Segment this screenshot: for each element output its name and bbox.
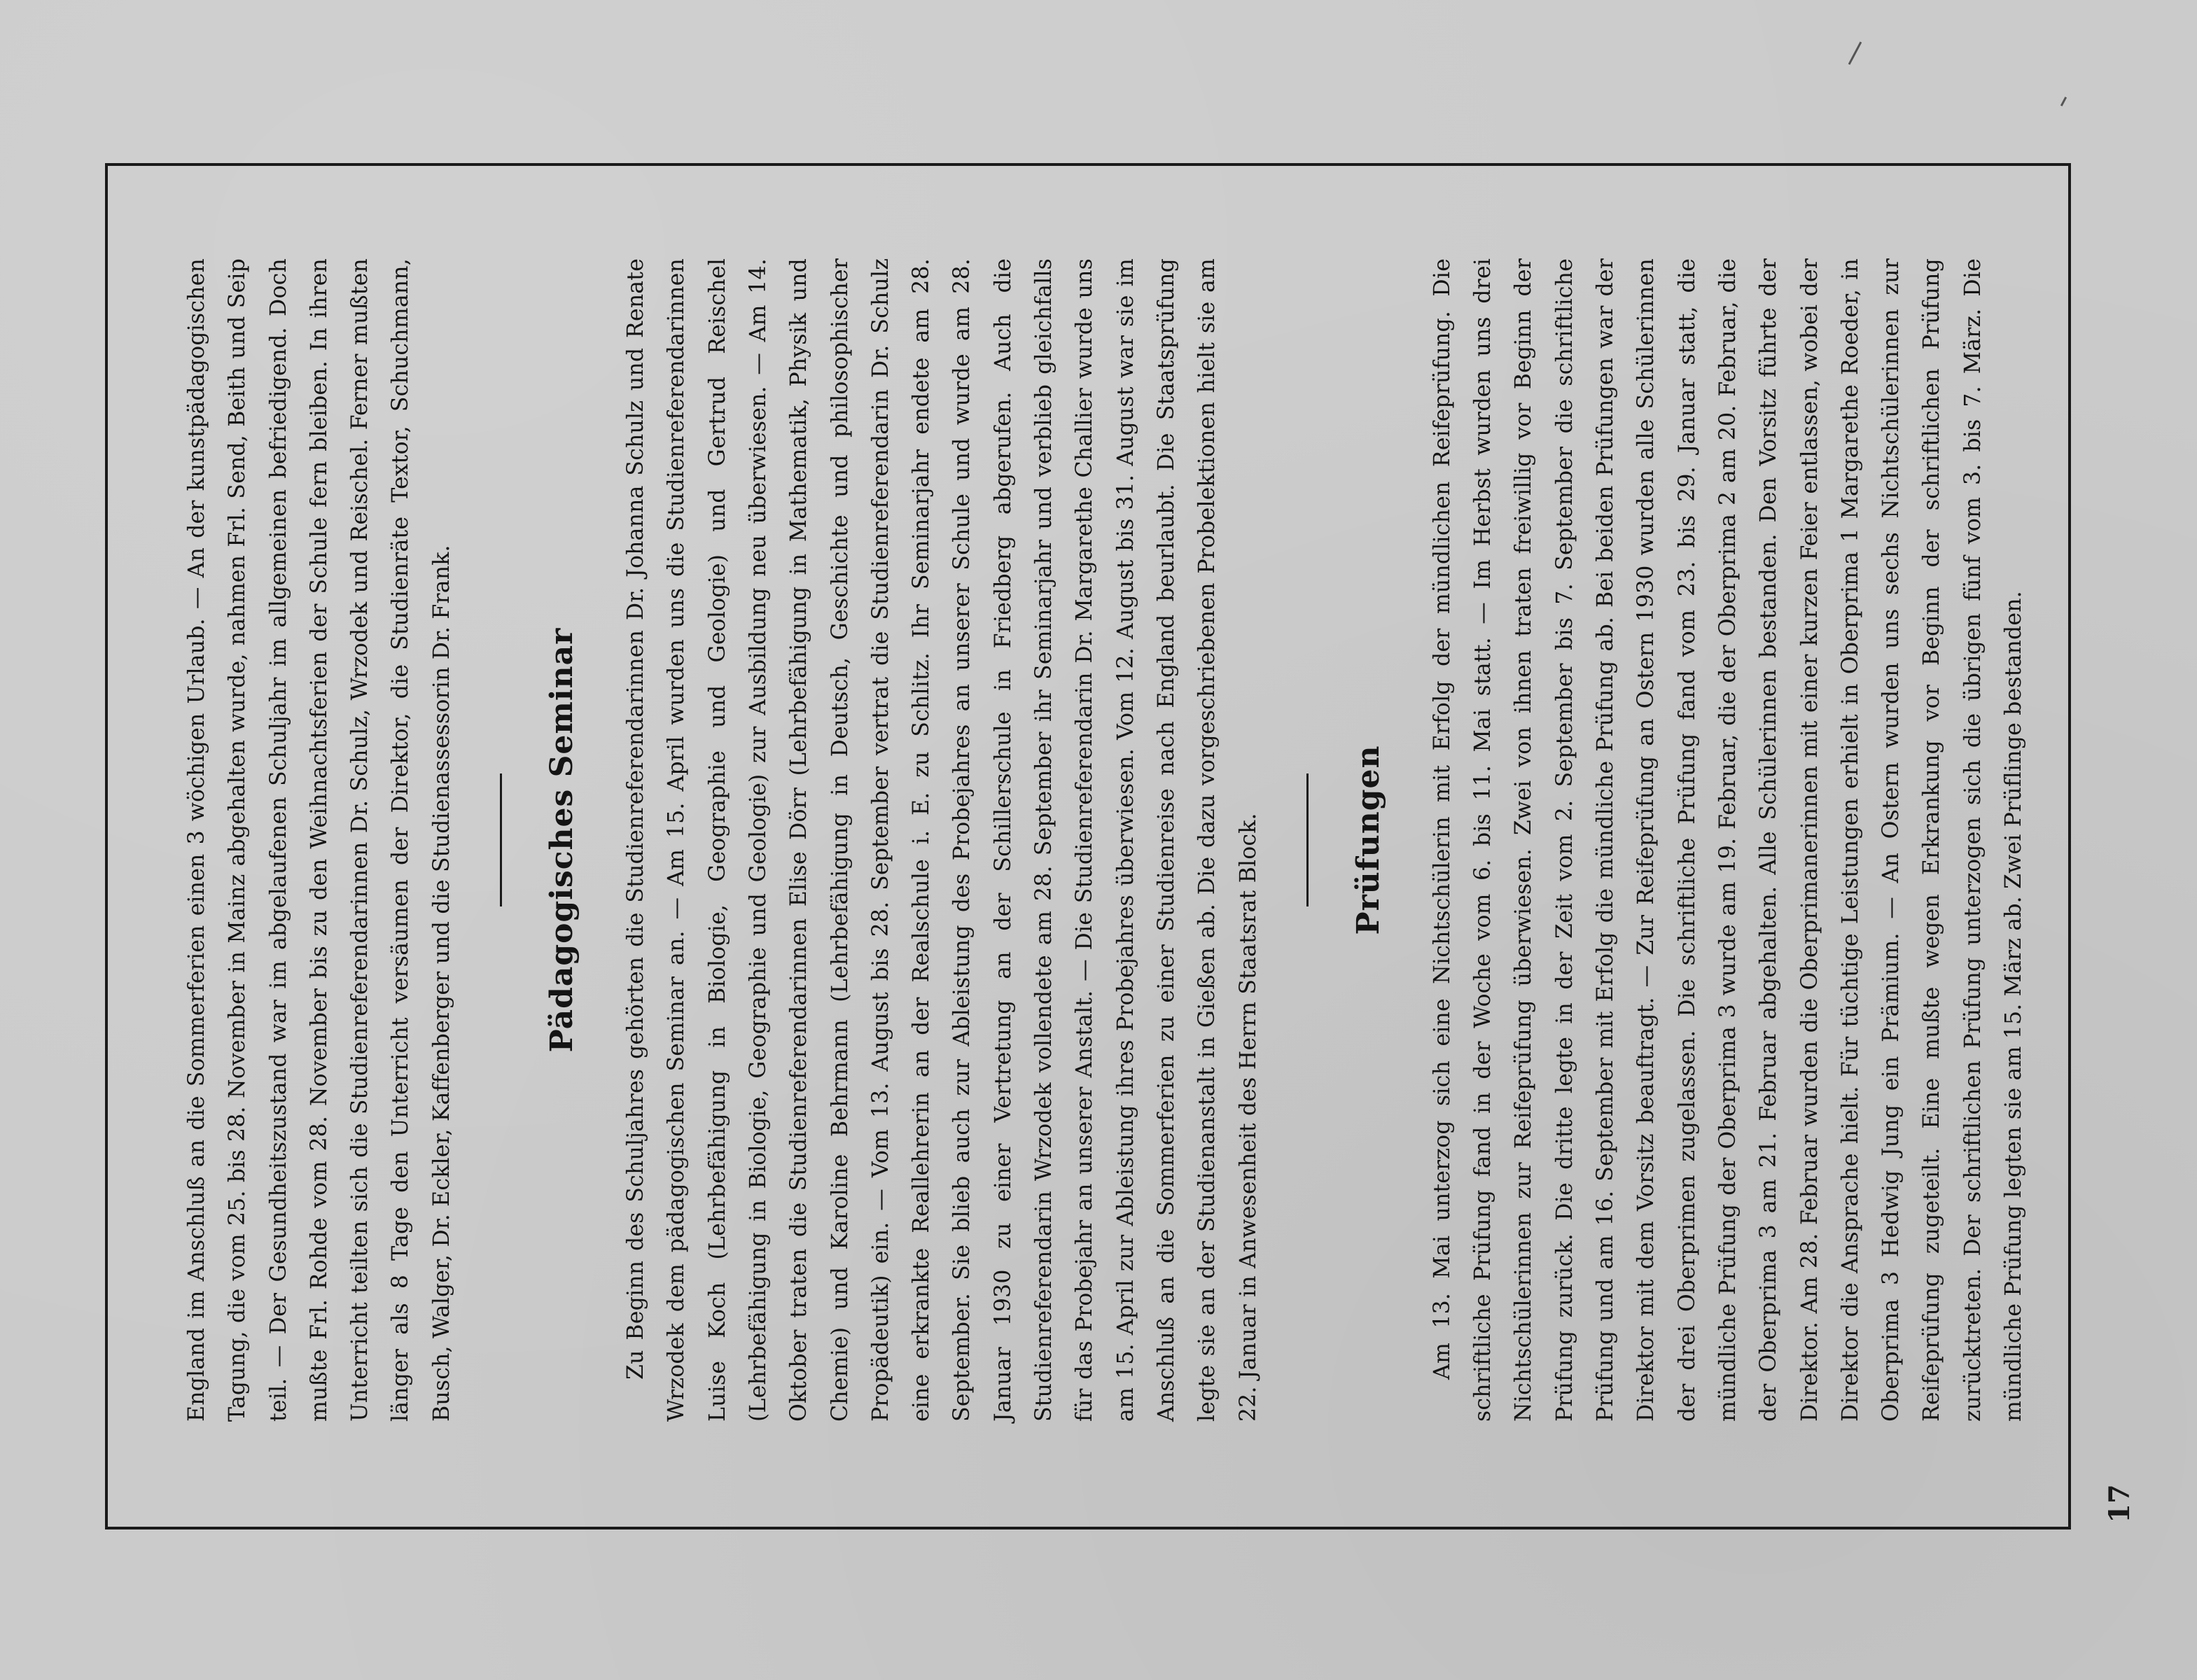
section-divider xyxy=(1306,774,1309,906)
scan-mark xyxy=(2060,97,2067,106)
page-number: 17 xyxy=(2103,1484,2136,1523)
seminar-paragraph: Zu Beginn des Schuljahres gehörten die Studienreferendarinnen Dr. Johanna Schulz und Renate Wrzodek dem pädagogischen Seminar an. — Am 15. April wurden uns die Studienreferendarinnen Luise Koch (Lehrbefähigung in Biologie, Geographie und Geologie) und Gertrud Reischel (Lehrbefähigung in Biologie, Geographie und Geologie) zur Ausbildung neu überwiesen. — Am 14. Oktober traten die Studienreferendarinnen Elise Dörr (Lehrbefähigung in Mathematik, Physik und Chemie) und Karoline Behrmann (Lehrbefähigung in Deutsch, Geschichte und philosophischer Propädeutik) ein. — Vom 13. August bis 28. September vertrat die Studienreferendarin Dr. Schulz eine erkrankte Reallehrerin an der Realschule i. E. zu Schlitz. Ihr Seminarjahr endete am 28. September. Sie blieb auch zur Ableistung des Probejahres an unserer Schule und wurde am 28. Januar 1930 zu einer Vertretung an der Schillerschule in Friedberg abgerufen. Auch die Studienreferendarin Wrzodek vollendete am 28. September ihr Seminarjahr und verblieb gleichfalls für das Probejahr an unserer Anstalt. — Die Studienreferendarin Dr. Margarethe Challier wurde uns am 15. April zur Ableistung ihres Probejahres überwiesen. Vom 12. August bis 31. August war sie im Anschluß an die Sommerferien zu einer Studienreise nach England beurlaubt. Die Staatsprüfung legte sie an der Studienanstalt in Gießen ab. Die dazu vorgeschriebenen Probelektionen hielt sie am 22. Januar in Anwesenheit des Herrn Staatsrat Block. xyxy=(623,258,1261,1422)
section-heading-seminar: Pädagogisches Seminar xyxy=(544,627,580,1053)
rotated-text-column xyxy=(108,163,2071,1527)
page-frame xyxy=(105,163,2071,1530)
section-divider xyxy=(500,774,502,906)
intro-paragraph: England im Anschluß an die Sommerferien einen 3 wöchigen Urlaub. — An der kunstpädagogischen Tagung, die vom 25. bis 28. November in Mainz abgehalten wurde, nahmen Frl. Send, Beith und Seip teil. — Der Gesundheitszustand war im abgelaufenen Schuljahr im allgemeinen befriedigend. Doch mußte Frl. Rohde vom 28. November bis zu den Weihnachtsferien der Schule fern bleiben. In ihren Unterricht teilten sich die Studienreferendarinnen Dr. Schulz, Wrzodek und Reischel. Ferner mußten länger als 8 Tage den Unterricht versäumen der Direktor, die Studienräte Textor, Schuchmann, Busch, Walger, Dr. Eckler, Kaffenberger und die Studienassessorin Dr. Frank. xyxy=(184,258,454,1422)
section-heading-pruefungen: Prüfungen xyxy=(1350,745,1386,935)
pruefungen-paragraph: Am 13. Mai unterzog sich eine Nichtschülerin mit Erfolg der mündlichen Reifeprüfung. Die schriftliche Prüfung fand in der Woche vom 6. bis 11. Mai statt. — Im Herbst wurden uns drei Nichtschülerinnen zur Reifeprüfung überwiesen. Zwei von ihnen traten freiwillig vor Beginn der Prüfung zurück. Die dritte legte in der Zeit vom 2. September bis 7. September die schriftliche Prüfung und am 16. September mit Erfolg die mündliche Prüfung ab. Bei beiden Prüfungen war der Direktor mit dem Vorsitz beauftragt. — Zur Reifeprüfung an Ostern 1930 wurden alle Schülerinnen der drei Oberprimen zugelassen. Die schriftliche Prüfung fand vom 23. bis 29. Januar statt, die mündliche Prüfung der Oberprima 3 wurde am 19. Februar, die der Oberprima 2 am 20. Februar, die der Oberprima 3 am 21. Februar abgehalten. Alle Schülerinnen bestanden. Den Vorsitz führte der Direktor. Am 28. Februar wurden die Oberprimanerinnen mit einer kurzen Feier entlassen, wobei der Direktor die Ansprache hielt. Für tüchtige Leistungen erhielt in Oberprima 1 Margarethe Roeder, in Oberprima 3 Hedwig Jung ein Prämium. — An Ostern wurden uns sechs Nichtschülerinnen zur Reifeprüfung zugeteilt. Eine mußte wegen Erkrankung vor Beginn der schriftlichen Prüfung zurücktreten. Der schriftlichen Prüfung unterzogen sich die übrigen fünf vom 3. bis 7. März. Die mündliche Prüfung legten sie am 15. März ab. Zwei Prüflinge bestanden. xyxy=(1429,258,2026,1422)
scan-mark xyxy=(1848,41,1862,64)
